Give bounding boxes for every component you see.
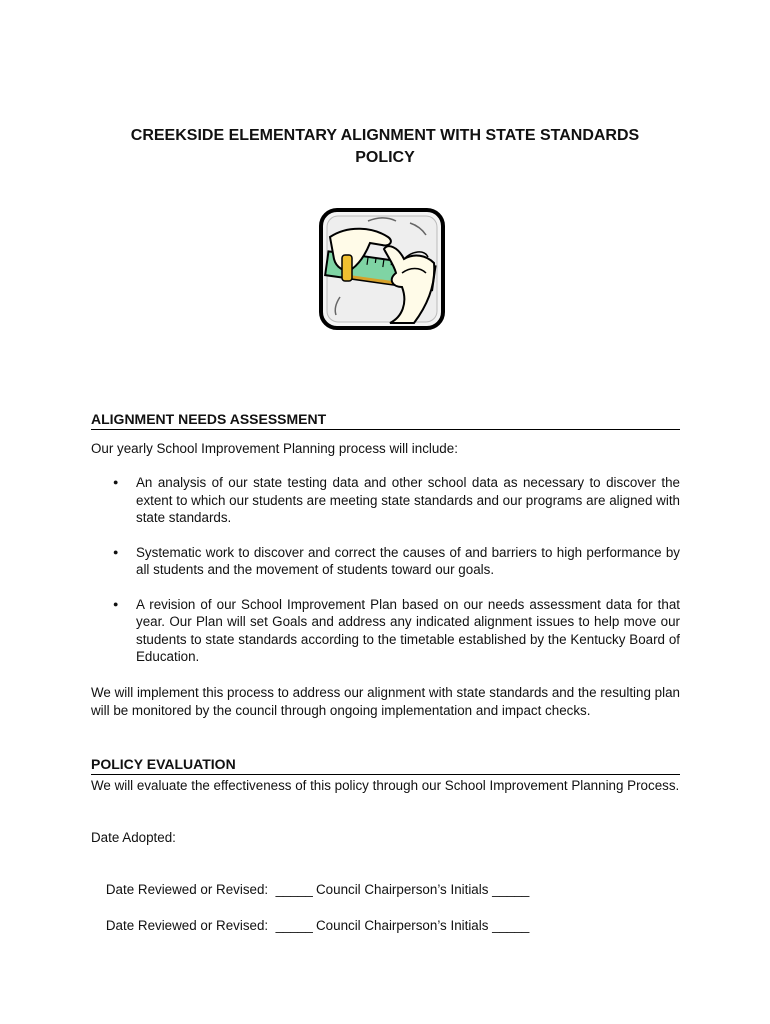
hands-measuring-ruler-icon: [318, 207, 446, 331]
document-title: [90, 125, 680, 169]
alignment-intro: Our yearly School Improvement Planning process will include:: [91, 441, 458, 456]
alignment-heading: ALIGNMENT NEEDS ASSESSMENT: [91, 411, 680, 430]
review-row-2: [91, 900, 530, 951]
list-item: ● A revision of our School Improvement Plan based on our needs assessment data for that year. Our Plan will set Goals and address any indicated alignment issues to help move our students to state standards according to the timetable established by the Kentucky Board of Education.: [91, 596, 680, 666]
alignment-closing: We will implement this process to address our alignment with state standards and the resulting plan will be monitored by the council through ongoing implementation and impact checks.: [91, 685, 680, 718]
evaluation-heading: POLICY EVALUATION: [91, 756, 680, 775]
chairperson-initials-label: Council Chairperson’s Initials _____: [316, 882, 530, 897]
chairperson-initials-label: Council Chairperson’s Initials _____: [316, 918, 530, 933]
list-item: ● Systematic work to discover and correct the causes of and barriers to high performance by all students and the movement of students toward our goals.: [91, 544, 680, 579]
title-line-1: CREEKSIDE ELEMENTARY ALIGNMENT WITH STATE STANDARDS: [130, 127, 640, 144]
evaluation-text: We will evaluate the effectiveness of this policy through our School Improvement Planning Process.: [91, 778, 680, 793]
date-adopted-label: Date Adopted:: [91, 830, 176, 845]
date-reviewed-label: Date Reviewed or Revised: _____: [105, 918, 313, 933]
list-item: ● An analysis of our state testing data and other school data as necessary to discover the extent to which our students are meeting state standards and our programs are aligned with state standards.: [91, 474, 680, 527]
date-reviewed-label: Date Reviewed or Revised: _____: [105, 882, 313, 897]
alignment-bullet-list: [91, 474, 680, 683]
title-line-2: POLICY: [355, 149, 415, 166]
